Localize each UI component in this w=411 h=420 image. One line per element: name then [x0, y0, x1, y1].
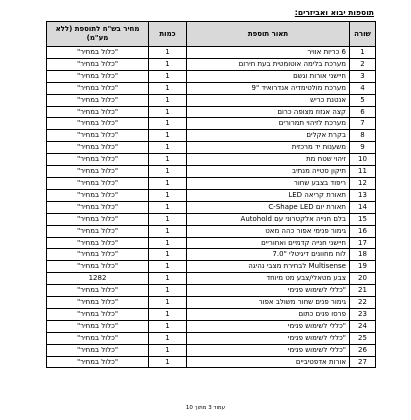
- row-number-cell: 8: [350, 130, 376, 142]
- table-row: [47, 189, 376, 201]
- table-row: [47, 285, 376, 297]
- price-cell: "כלול במחיר": [47, 130, 149, 142]
- price-cell: "כלול במחיר": [47, 142, 149, 154]
- price-cell: "כלול במחיר": [47, 177, 149, 189]
- table-row: [47, 249, 376, 261]
- quantity-cell: 1: [149, 166, 187, 178]
- price-cell: 1282: [47, 273, 149, 285]
- description-cell: חיישני חנייה קדמיים ואחוריים: [187, 237, 350, 249]
- price-cell: "כלול במחיר": [47, 70, 149, 82]
- table-row: [47, 297, 376, 309]
- quantity-cell: 1: [149, 47, 187, 59]
- page-footer: עמוד 3 מתוך 10: [185, 405, 226, 411]
- description-cell: מערכת מולטימדיה אנדרואיד "9: [187, 82, 350, 94]
- price-cell: "כלול במחיר": [47, 201, 149, 213]
- description-cell: פרסו פנים כתום: [187, 308, 350, 320]
- description-cell: תאורת יום C-Shape LED: [187, 201, 350, 213]
- price-cell: "כלול במחיר": [47, 154, 149, 166]
- table-row: [47, 154, 376, 166]
- price-cell: "כלול במחיר": [47, 94, 149, 106]
- row-number-cell: 7: [350, 118, 376, 130]
- row-number-cell: 24: [350, 320, 376, 332]
- quantity-cell: 1: [149, 320, 187, 332]
- description-cell: מערכת בלימה אוטומטית בעת חירום: [187, 58, 350, 70]
- price-cell: "כלול במחיר": [47, 47, 149, 59]
- table-header-row: [47, 22, 376, 47]
- row-number-cell: 3: [350, 70, 376, 82]
- table-row: [47, 213, 376, 225]
- quantity-cell: 1: [149, 344, 187, 356]
- price-cell: "כלול במחיר": [47, 213, 149, 225]
- quantity-cell: 1: [149, 273, 187, 285]
- row-number-cell: 2: [350, 58, 376, 70]
- price-cell: "כלול במחיר": [47, 308, 149, 320]
- description-cell: "כללי לשימוש פנימי: [187, 332, 350, 344]
- description-cell: אורות אדפטיביים: [187, 356, 350, 368]
- row-number-cell: 23: [350, 308, 376, 320]
- table-row: [47, 166, 376, 178]
- row-number-cell: 6: [350, 106, 376, 118]
- table-row: [47, 106, 376, 118]
- quantity-cell: 1: [149, 201, 187, 213]
- description-cell: בלם חנייה אלקטרוני עם Autohold: [187, 213, 350, 225]
- price-cell: "כלול במחיר": [47, 166, 149, 178]
- table-row: [47, 201, 376, 213]
- price-cell: "כלול במחיר": [47, 58, 149, 70]
- price-cell: "כלול במחיר": [47, 249, 149, 261]
- row-number-cell: 4: [350, 82, 376, 94]
- row-number-cell: 19: [350, 261, 376, 273]
- description-cell: בקרת אקלים: [187, 130, 350, 142]
- description-cell: 6 כריות אוויר: [187, 47, 350, 59]
- price-cell: "כלול במחיר": [47, 189, 149, 201]
- description-cell: גימור פנים שחור משולב אפור: [187, 297, 350, 309]
- row-number-cell: 14: [350, 201, 376, 213]
- row-number-cell: 5: [350, 94, 376, 106]
- quantity-cell: 1: [149, 58, 187, 70]
- row-number-cell: 9: [350, 142, 376, 154]
- quantity-cell: 1: [149, 130, 187, 142]
- table-row: [47, 58, 376, 70]
- column-header-price: מחיר בש"ח לתוספת (ללא מע"מ): [47, 22, 149, 47]
- description-cell: זיהוי שטח מת: [187, 154, 350, 166]
- column-header-desc: תאור תוספת: [187, 22, 350, 47]
- row-number-cell: 20: [350, 273, 376, 285]
- table-row: [47, 225, 376, 237]
- quantity-cell: 1: [149, 213, 187, 225]
- quantity-cell: 1: [149, 70, 187, 82]
- description-cell: מערכת לזיהוי תמרורים: [187, 118, 350, 130]
- description-cell: "כללי לשימוש פנימי: [187, 344, 350, 356]
- price-cell: "כלול במחיר": [47, 237, 149, 249]
- table-row: [47, 320, 376, 332]
- table-row: [47, 82, 376, 94]
- description-cell: תיקון סטייה מנתיב: [187, 166, 350, 178]
- row-number-cell: 21: [350, 285, 376, 297]
- accessories-table: [46, 21, 376, 368]
- row-number-cell: 27: [350, 356, 376, 368]
- row-number-cell: 25: [350, 332, 376, 344]
- section-heading: תוספות יבוא ואביזרים:: [294, 8, 374, 17]
- row-number-cell: 13: [350, 189, 376, 201]
- quantity-cell: 1: [149, 332, 187, 344]
- description-cell: צבע מטאלי/צבע מט מיוחד: [187, 273, 350, 285]
- quantity-cell: 1: [149, 142, 187, 154]
- price-cell: "כלול במחיר": [47, 285, 149, 297]
- price-cell: "כלול במחיר": [47, 297, 149, 309]
- description-cell: Multisense לבחירת מצבי נהיגה: [187, 261, 350, 273]
- quantity-cell: 1: [149, 154, 187, 166]
- column-header-row: שורה: [350, 22, 376, 47]
- description-cell: תאורת קריאה LED: [187, 189, 350, 201]
- description-cell: גימור פנימי אפור כהה מאט: [187, 225, 350, 237]
- table-row: [47, 130, 376, 142]
- quantity-cell: 1: [149, 106, 187, 118]
- quantity-cell: 1: [149, 285, 187, 297]
- table-row: [47, 273, 376, 285]
- price-cell: "כלול במחיר": [47, 344, 149, 356]
- price-cell: "כלול במחיר": [47, 106, 149, 118]
- row-number-cell: 12: [350, 177, 376, 189]
- description-cell: אנטנת כריש: [187, 94, 350, 106]
- quantity-cell: 1: [149, 189, 187, 201]
- table-row: [47, 177, 376, 189]
- table-row: [47, 308, 376, 320]
- table-row: [47, 261, 376, 273]
- price-cell: "כלול במחיר": [47, 225, 149, 237]
- quantity-cell: 1: [149, 261, 187, 273]
- table-row: [47, 118, 376, 130]
- table-row: [47, 94, 376, 106]
- table-row: [47, 237, 376, 249]
- row-number-cell: 16: [350, 225, 376, 237]
- row-number-cell: 22: [350, 297, 376, 309]
- table-row: [47, 332, 376, 344]
- table-row: [47, 47, 376, 59]
- quantity-cell: 1: [149, 177, 187, 189]
- column-header-qty: כמות: [149, 22, 187, 47]
- description-cell: ריפוד בצבע שחור: [187, 177, 350, 189]
- price-cell: "כלול במחיר": [47, 82, 149, 94]
- row-number-cell: 26: [350, 344, 376, 356]
- quantity-cell: 1: [149, 308, 187, 320]
- table-row: [47, 356, 376, 368]
- quantity-cell: 1: [149, 249, 187, 261]
- row-number-cell: 11: [350, 166, 376, 178]
- price-cell: "כלול במחיר": [47, 261, 149, 273]
- table-row: [47, 70, 376, 82]
- description-cell: "כללי לשימוש פנימי: [187, 285, 350, 297]
- row-number-cell: 15: [350, 213, 376, 225]
- quantity-cell: 1: [149, 356, 187, 368]
- description-cell: משענות יד מרכזית: [187, 142, 350, 154]
- description-cell: "כללי לשימוש פנימי: [187, 320, 350, 332]
- price-cell: "כלול במחיר": [47, 356, 149, 368]
- quantity-cell: 1: [149, 297, 187, 309]
- price-cell: "כלול במחיר": [47, 118, 149, 130]
- table-body: [47, 47, 376, 368]
- price-cell: "כלול במחיר": [47, 332, 149, 344]
- quantity-cell: 1: [149, 82, 187, 94]
- table-row: [47, 142, 376, 154]
- row-number-cell: 1: [350, 47, 376, 59]
- description-cell: לוח מחוונים דיגיטלי "7.0: [187, 249, 350, 261]
- quantity-cell: 1: [149, 94, 187, 106]
- quantity-cell: 1: [149, 118, 187, 130]
- description-cell: קצה אגזוז מצופה כרום: [187, 106, 350, 118]
- quantity-cell: 1: [149, 225, 187, 237]
- row-number-cell: 10: [350, 154, 376, 166]
- row-number-cell: 17: [350, 237, 376, 249]
- table-row: [47, 344, 376, 356]
- description-cell: חיישני אורות וגשם: [187, 70, 350, 82]
- quantity-cell: 1: [149, 237, 187, 249]
- price-cell: "כלול במחיר": [47, 320, 149, 332]
- row-number-cell: 18: [350, 249, 376, 261]
